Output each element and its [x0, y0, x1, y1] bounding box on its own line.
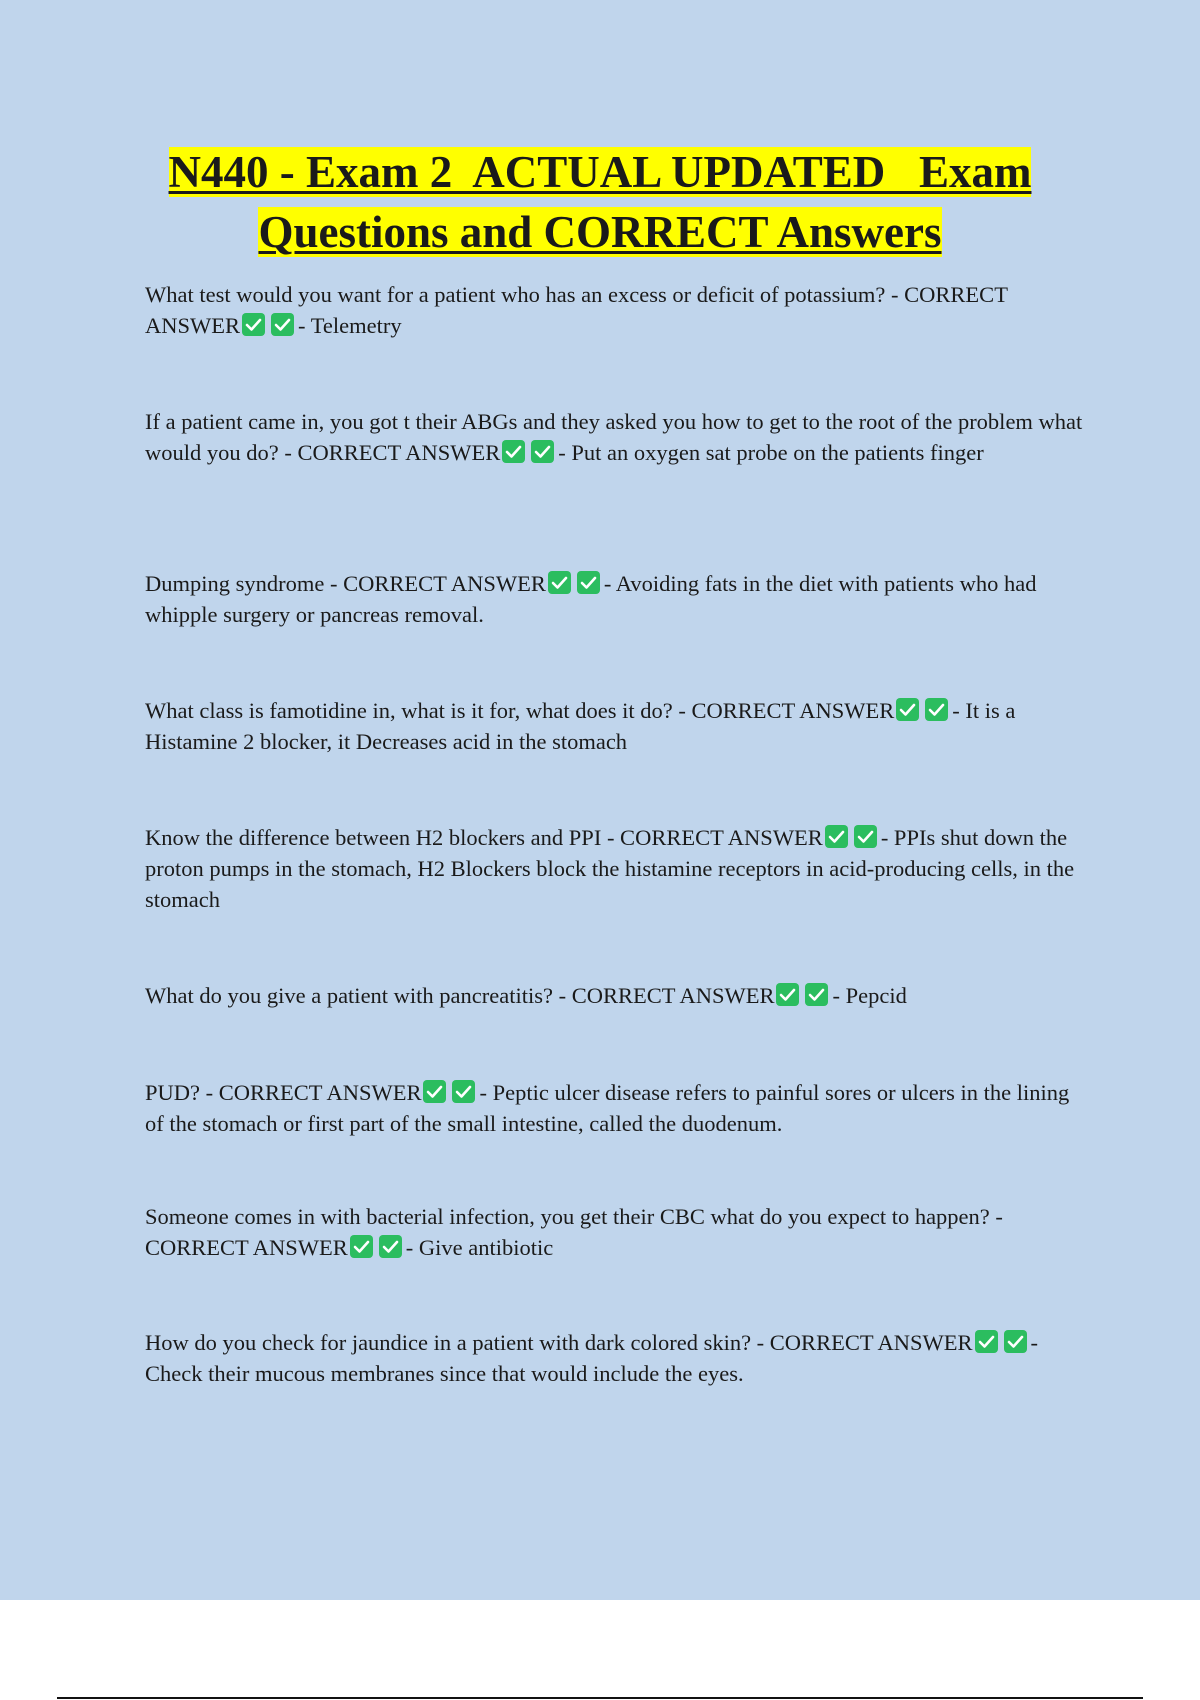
qa-item-7 — [145, 1077, 1090, 1139]
question-text: PUD? - CORRECT ANSWER — [145, 1080, 422, 1105]
question-text: What test would you want for a patient who has an excess or deficit of potassium? - CORRECT ANSWER — [145, 282, 1008, 338]
qa-item-6 — [145, 980, 1090, 1011]
document-title — [100, 142, 1100, 262]
answer-text: - Avoiding fats in the diet with patients who had whipple surgery or pancreas removal. — [145, 571, 1037, 627]
question-text: Know the difference between H2 blockers and PPI - CORRECT ANSWER — [145, 825, 823, 850]
question-text: If a patient came in, you got t their ABGs and they asked you how to get to the root of the problem what would you do? - CORRECT ANSWER — [145, 409, 1083, 465]
question-text: What do you give a patient with pancreatitis? - CORRECT ANSWER — [145, 983, 775, 1008]
title-line-1: N440 - Exam 2 ACTUAL UPDATED Exam — [168, 147, 1032, 197]
check-mark-icon — [271, 313, 294, 336]
qa-item-3 — [145, 568, 1090, 630]
check-mark-icon — [975, 1330, 998, 1353]
check-mark-icon — [502, 440, 525, 463]
qa-item-9 — [145, 1327, 1090, 1389]
question-text: What class is famotidine in, what is it for, what does it do? - CORRECT ANSWER — [145, 698, 895, 723]
answer-text: - Peptic ulcer disease refers to painful sores or ulcers in the lining of the stomach or first part of the small intestine, called the duodenum. — [145, 1080, 1070, 1136]
check-mark-icon — [577, 571, 600, 594]
qa-item-8 — [145, 1201, 1090, 1263]
check-mark-icon — [854, 825, 877, 848]
check-mark-icon — [531, 440, 554, 463]
answer-text: - It is a Histamine 2 blocker, it Decreases acid in the stomach — [145, 698, 1016, 754]
check-mark-icon — [896, 698, 919, 721]
qa-item-2 — [145, 406, 1090, 468]
answer-text: - Put an oxygen sat probe on the patients finger — [558, 440, 984, 465]
title-line-2: Questions and CORRECT Answers — [258, 207, 942, 257]
check-mark-icon — [379, 1235, 402, 1258]
answer-text: - PPIs shut down the proton pumps in the stomach, H2 Blockers block the histamine receptors in acid-producing cells, in the stomach — [145, 825, 1075, 912]
check-mark-icon — [452, 1080, 475, 1103]
qa-item-1 — [145, 279, 1090, 341]
check-mark-icon — [776, 983, 799, 1006]
answer-text: - Check their mucous membranes since that would include the eyes. — [145, 1330, 1039, 1386]
check-mark-icon — [925, 698, 948, 721]
check-mark-icon — [242, 313, 265, 336]
question-text: How do you check for jaundice in a patient with dark colored skin? - CORRECT ANSWER — [145, 1330, 973, 1355]
qa-item-5 — [145, 822, 1090, 915]
footer-rule — [57, 1697, 1143, 1699]
answer-text: - Give antibiotic — [405, 1235, 554, 1260]
qa-item-4 — [145, 695, 1090, 757]
answer-text: - Pepcid — [832, 983, 907, 1008]
check-mark-icon — [350, 1235, 373, 1258]
question-text: Someone comes in with bacterial infection, you get their CBC what do you expect to happen? - CORRECT ANSWER — [145, 1204, 1003, 1260]
check-mark-icon — [1004, 1330, 1027, 1353]
check-mark-icon — [548, 571, 571, 594]
answer-text: - Telemetry — [298, 313, 402, 338]
check-mark-icon — [825, 825, 848, 848]
question-text: Dumping syndrome - CORRECT ANSWER — [145, 571, 546, 596]
check-mark-icon — [423, 1080, 446, 1103]
check-mark-icon — [805, 983, 828, 1006]
